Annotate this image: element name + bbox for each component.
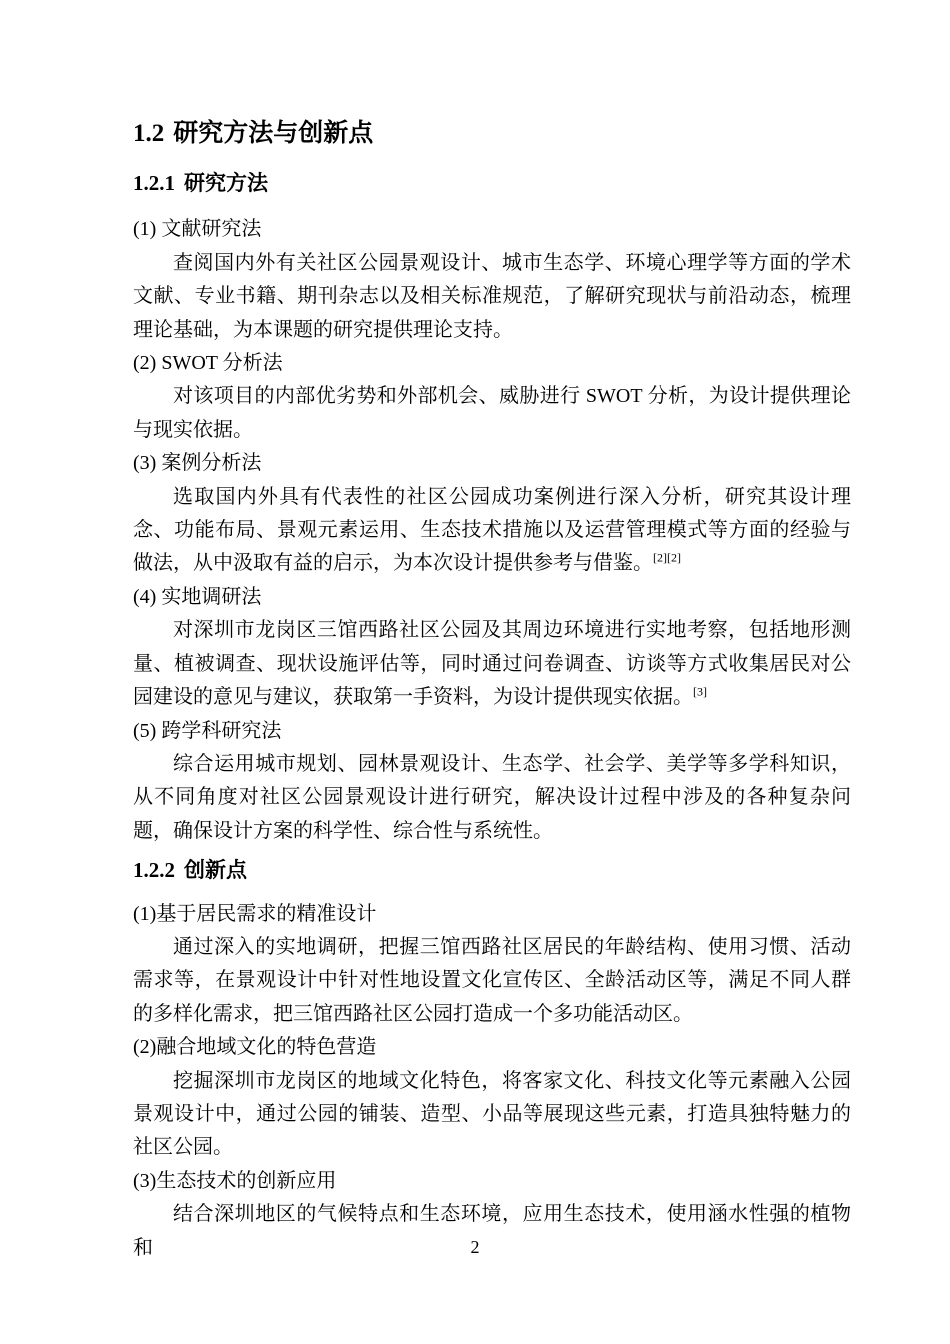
methods-list — [133, 213, 851, 848]
document-body — [133, 0, 851, 1265]
paragraph-text: 通过深入的实地调研，把握三馆西路社区居民的年龄结构、使用习惯、活动需求等，在景观设计中针对性地设置文化宣传区、全龄活动区等，满足不同人群的多样化需求，把三馆西路社区公园打造成一个多功能活动区。 — [133, 935, 851, 1025]
method-item-label: (5) 跨学科研究法 — [133, 719, 282, 742]
subsection-heading-number: 1.2.2 — [133, 858, 175, 883]
innovation-item-label: (3)生态技术的创新应用 — [133, 1169, 337, 1192]
innovation-item-label: (2)融合地域文化的特色营造 — [133, 1036, 377, 1059]
method-item-paragraph — [133, 614, 851, 714]
paragraph-text: 挖掘深圳市龙岗区的地域文化特色，将客家文化、科技文化等元素融入公园景观设计中，通过公园的铺装、造型、小品等展现这些元素，打造具独特魅力的社区公园。 — [133, 1069, 851, 1159]
citation-ref: [2][2] — [653, 550, 681, 565]
subsection-heading-number: 1.2.1 — [133, 171, 175, 195]
method-item-paragraph — [133, 748, 851, 848]
innovations-list — [133, 898, 851, 1265]
paragraph-text: 对深圳市龙岗区三馆西路社区公园及其周边环境进行实地考察，包括地形测量、植被调查、现状设施评估等，同时通过问卷调查、访谈等方式收集居民对公园建设的意见与建议，获取第一手资料，为设计提供现实依据。 — [133, 619, 851, 709]
paragraph-text: 查阅国内外有关社区公园景观设计、城市生态学、环境心理学等方面的学术文献、专业书籍、期刊杂志以及相关标准规范，了解研究现状与前沿动态，梳理理论基础，为本课题的研究提供理论支持。 — [133, 251, 851, 341]
paragraph-text: 综合运用城市规划、园林景观设计、生态学、社会学、美学等多学科知识，从不同角度对社区公园景观设计进行研究，解决设计过程中涉及的各种复杂问题，确保设计方案的科学性、综合性与系统性。 — [133, 752, 851, 842]
innovation-item-paragraph — [133, 1065, 851, 1165]
section-title — [133, 116, 851, 151]
paragraph-text: 选取国内外具有代表性的社区公园成功案例进行深入分析，研究其设计理念、功能布局、景观元素运用、生态技术措施以及运营管理模式等方面的经验与做法，从中汲取有益的启示，为本次设计提供参考与借鉴。 — [133, 485, 851, 575]
innovation-item-paragraph — [133, 931, 851, 1031]
section-title-number: 1.2 — [133, 120, 165, 147]
method-item-label: (1) 文献研究法 — [133, 218, 262, 241]
page-number: 2 — [470, 1237, 480, 1257]
citation-ref: [3] — [693, 684, 707, 699]
method-item-paragraph — [133, 380, 851, 447]
subsection-heading-innovations — [133, 854, 851, 887]
method-item-paragraph — [133, 247, 851, 347]
subsection-heading-text: 创新点 — [184, 859, 247, 883]
method-item-label: (4) 实地调研法 — [133, 585, 262, 608]
innovation-item-label: (1)基于居民需求的精准设计 — [133, 902, 377, 925]
section-title-text: 研究方法与创新点 — [173, 119, 374, 147]
subsection-heading-text: 研究方法 — [184, 172, 268, 195]
paragraph-text: 对该项目的内部优劣势和外部机会、威胁进行 SWOT 分析，为设计提供理论与现实依据。 — [133, 385, 851, 441]
method-item-label: (3) 案例分析法 — [133, 452, 262, 475]
method-item-label: (2) SWOT 分析法 — [133, 352, 283, 375]
method-item-paragraph — [133, 481, 851, 581]
subsection-heading-methods — [133, 167, 851, 200]
paragraph-text: 结合深圳地区的气候特点和生态环境，应用生态技术，使用涵水性强的植物和 — [133, 1203, 851, 1259]
